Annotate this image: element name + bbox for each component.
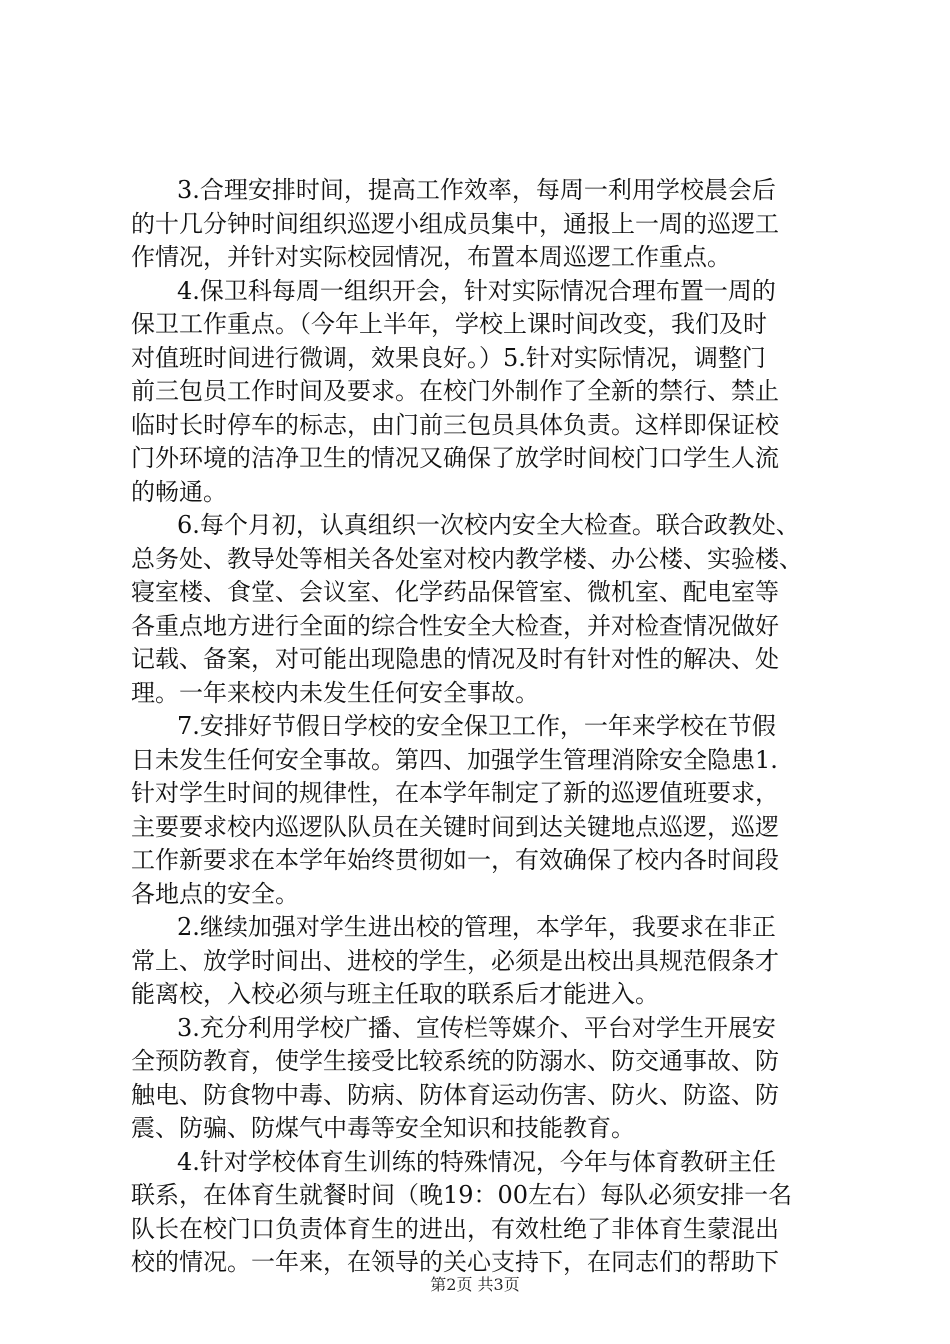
text-line: 的十几分钟时间组织巡逻小组成员集中，通报上一周的巡逻工 (131, 209, 779, 238)
text-line: 寝室楼、食堂、会议室、化学药品保管室、微机室、配电室等 (131, 578, 779, 606)
text-line: 联系，在体育生就餐时间（晚19：00左右）每队必须安排一名 (131, 1181, 793, 1209)
text-line: 理。一年来校内未发生任何安全事故。 (131, 678, 539, 707)
text-line: 3.合理安排时间，提高工作效率，每周一利用学校晨会后 (177, 176, 776, 204)
text-line: 主要要求校内巡逻队队员在关键时间到达关键地点巡逻，巡逻 (131, 812, 779, 841)
text-line: 3.充分利用学校广播、宣传栏等媒介、平台对学生开展安 (177, 1013, 776, 1042)
text-line: 日未发生任何安全事故。第四、加强学生管理消除安全隐患1. (131, 745, 778, 774)
text-line: 作情况，并针对实际校园情况，布置本周巡逻工作重点。 (131, 243, 731, 271)
text-line: 4.保卫科每周一组织开会，针对实际情况合理布置一周的 (177, 276, 776, 305)
text-line: 各重点地方进行全面的综合性安全大检查，并对检查情况做好 (131, 611, 779, 640)
text-line: 临时长时停车的标志，由门前三包员具体负责。这样即保证校 (131, 410, 779, 439)
page-footer: 第2页 共3页 (430, 1275, 520, 1294)
text-line: 震、防骗、防煤气中毒等安全知识和技能教育。 (131, 1114, 635, 1142)
text-line: 触电、防食物中毒、防病、防体育运动伤害、防火、防盗、防 (131, 1080, 779, 1109)
text-line: 能离校，入校必须与班主任取的联系后才能进入。 (131, 980, 659, 1008)
text-line: 保卫工作重点。（今年上半年，学校上课时间改变，我们及时 (131, 310, 767, 338)
text-line: 工作新要求在本学年始终贯彻如一，有效确保了校内各时间段 (131, 846, 779, 874)
text-line: 6.每个月初，认真组织一次校内安全大检查。联合政教处、 (177, 511, 800, 539)
text-line: 的畅通。 (131, 477, 227, 506)
text-line: 前三包员工作时间及要求。在校门外制作了全新的禁行、禁止 (131, 377, 779, 405)
text-line: 7.安排好节假日学校的安全保卫工作，一年来学校在节假 (177, 712, 776, 740)
text-line: 常上、放学时间出、进校的学生，必须是出校出具规范假条才 (131, 946, 779, 975)
text-line: 全预防教育，使学生接受比较系统的防溺水、防交通事故、防 (131, 1047, 779, 1075)
text-line: 2.继续加强对学生进出校的管理，本学年，我要求在非正 (177, 913, 776, 941)
text-line: 对值班时间进行微调，效果良好。）5.针对实际情况，调整门 (131, 343, 766, 372)
text-line: 各地点的安全。 (131, 879, 299, 908)
text-line: 门外环境的洁净卫生的情况又确保了放学时间校门口学生人流 (131, 444, 779, 472)
text-line: 总务处、教导处等相关各处室对校内教学楼、办公楼、实验楼、 (131, 544, 803, 573)
text-line: 记载、备案，对可能出现隐患的情况及时有针对性的解决、处 (131, 645, 779, 673)
text-line: 队长在校门口负责体育生的进出，有效杜绝了非体育生蒙混出 (131, 1214, 779, 1243)
text-line: 针对学生时间的规律性，在本学年制定了新的巡逻值班要求， (131, 779, 779, 807)
text-line: 4.针对学校体育生训练的特殊情况，今年与体育教研主任 (177, 1147, 776, 1176)
document-body (131, 174, 831, 1280)
text-line: 校的情况。一年来，在领导的关心支持下，在同志们的帮助下 (131, 1248, 779, 1276)
